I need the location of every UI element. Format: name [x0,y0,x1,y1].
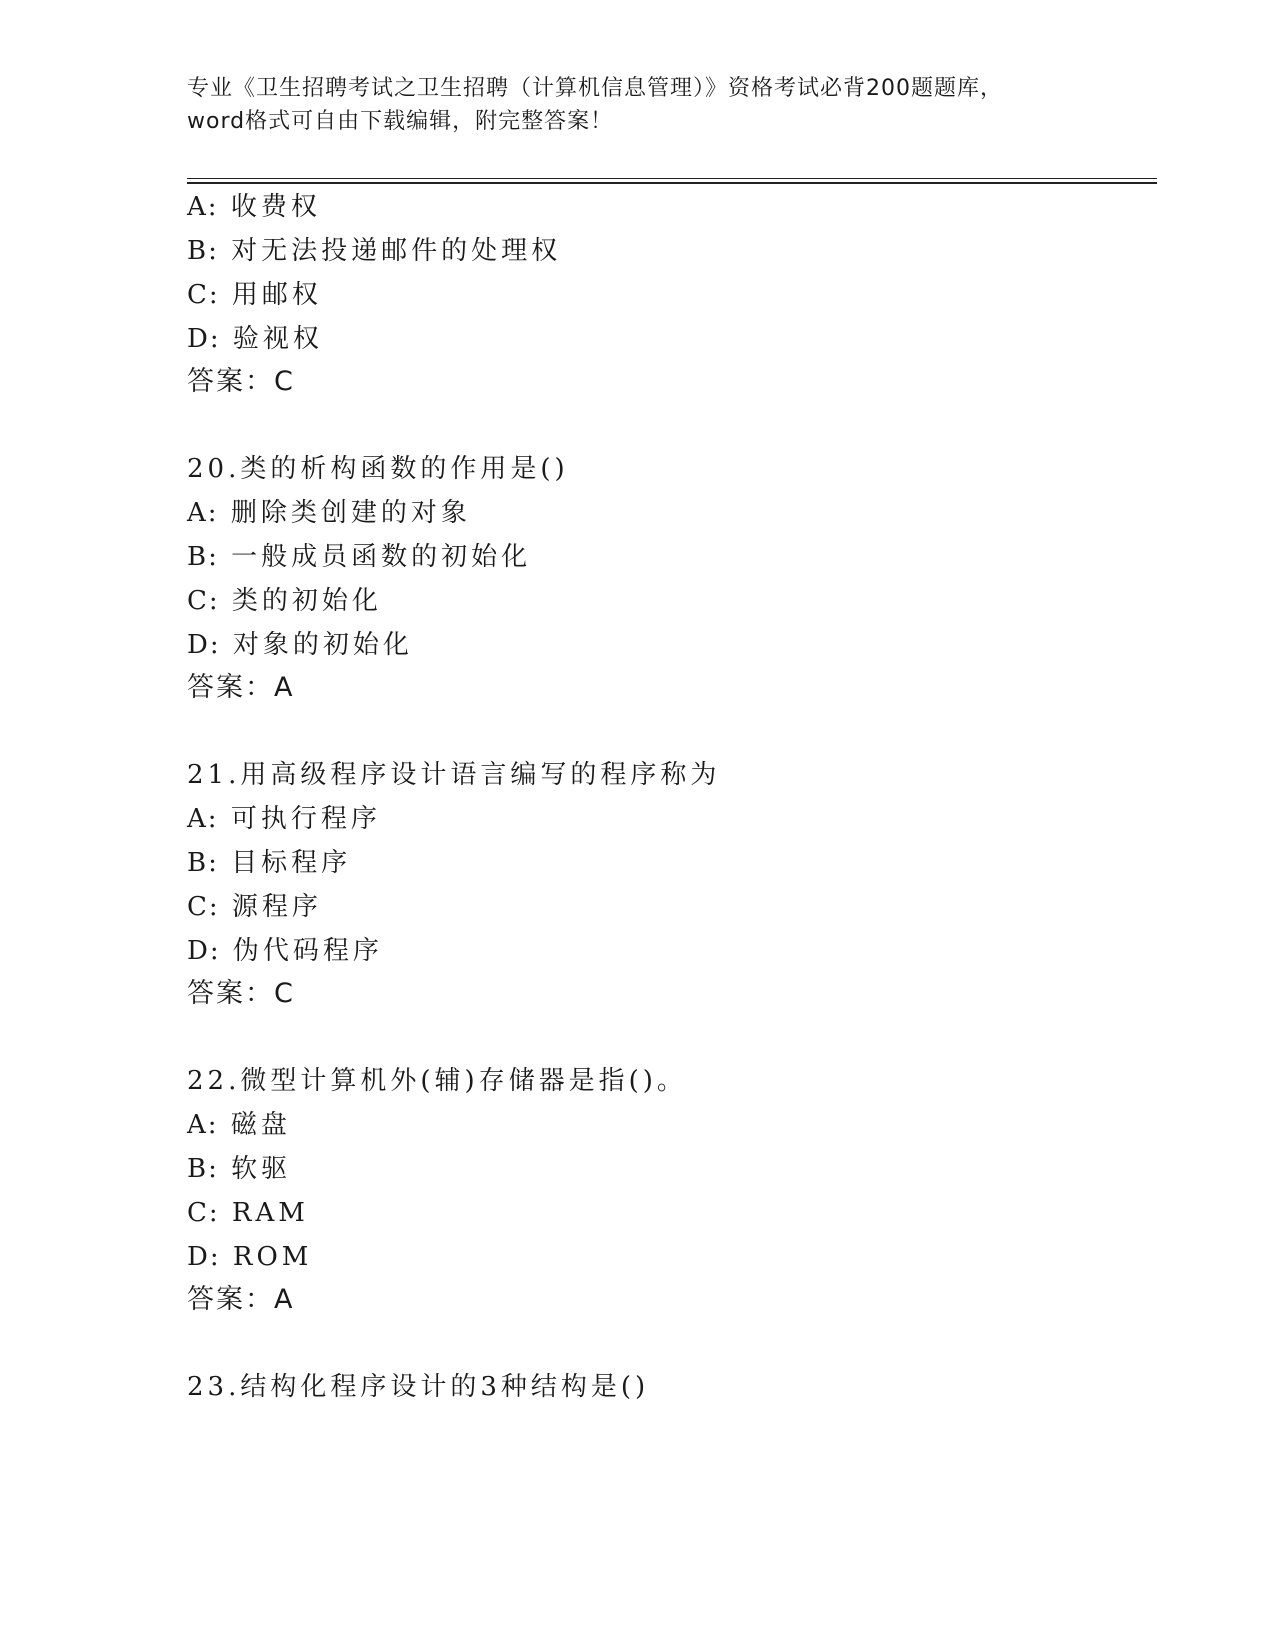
option-a: A: 可执行程序 [187,804,381,834]
header-title-line-2: word格式可自由下载编辑，附完整答案！ [187,109,614,134]
option-d: D: ROM [187,1242,313,1272]
document-header [187,72,1087,138]
option-a: A: 磁盘 [187,1110,291,1140]
option-c: C: 源程序 [187,892,322,922]
option-d: D: 验视权 [187,324,323,354]
option-a: A: 删除类创建的对象 [187,498,471,528]
question-stem: 20.类的析构函数的作用是() [187,454,569,484]
question-stem: 21.用高级程序设计语言编写的程序称为 [187,760,721,790]
option-b: B: 目标程序 [187,848,352,878]
option-a: A: 收费权 [187,192,321,222]
option-c: C: 类的初始化 [187,586,382,616]
header-divider-thick [187,182,1157,184]
answer-line: 答案：C [187,366,295,397]
header-divider-thin [187,178,1157,179]
option-d: D: 伪代码程序 [187,936,383,966]
option-c: C: 用邮权 [187,280,322,310]
option-d: D: 对象的初始化 [187,630,413,660]
answer-line: 答案：A [187,672,295,703]
answer-line: 答案：A [187,1284,295,1315]
header-title-line-1: 专业《卫生招聘考试之卫生招聘（计算机信息管理）》资格考试必背200题题库， [187,76,1003,101]
option-c: C: RAM [187,1198,309,1228]
option-b: B: 对无法投递邮件的处理权 [187,236,562,266]
answer-line: 答案：C [187,978,295,1009]
question-stem: 22.微型计算机外(辅)存储器是指()。 [187,1066,687,1096]
question-stem: 23.结构化程序设计的3种结构是() [187,1372,650,1402]
option-b: B: 一般成员函数的初始化 [187,542,532,572]
option-b: B: 软驱 [187,1154,292,1184]
